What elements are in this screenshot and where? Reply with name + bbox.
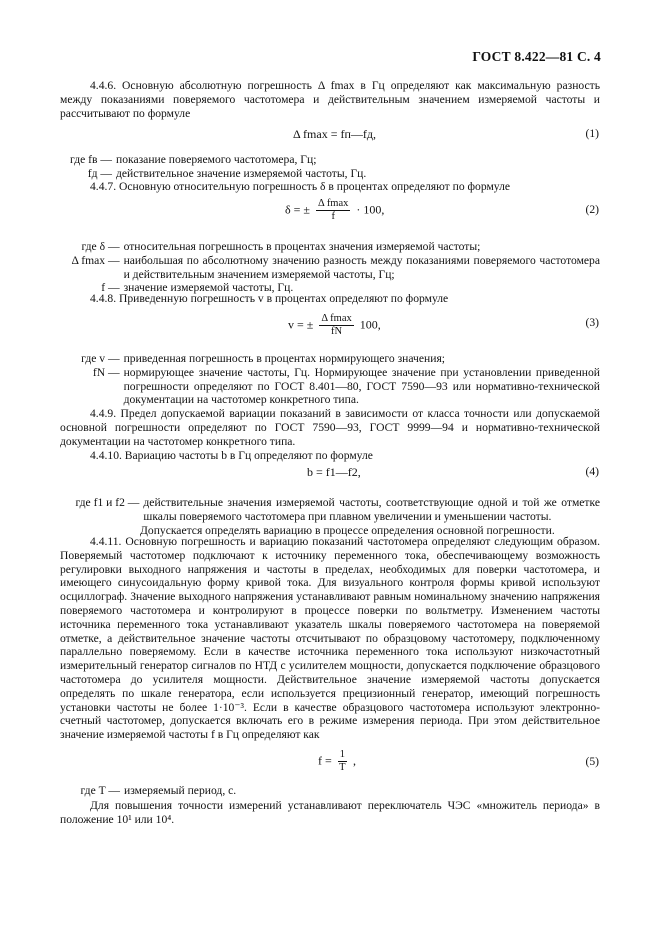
- formula-4-number: (4): [585, 465, 599, 478]
- formula-3-numerator: Δ fmax: [321, 313, 352, 324]
- paragraph-4-4-9: 4.4.9. Предел допускаемой вариации показаний в зависимости от класса точности или допускаемой основной погрешности определяют по ГОСТ 7590—93, ГОСТ 9999—94 и нормативно-технической документации на частотомер конкретного типа.: [60, 407, 600, 448]
- definitions-2: [60, 240, 600, 295]
- definitions-1: [60, 153, 600, 181]
- def-symbol: где δ —: [81, 240, 120, 253]
- formula-3-number: (3): [585, 316, 599, 329]
- def-symbol: f —: [101, 281, 120, 295]
- def-text: значение измеряемой частоты, Гц.: [123, 281, 294, 295]
- paragraph-final: Для повышения точности измерений устанавливают переключатель ЧЭС «множитель периода» в положение 10¹ или 10⁴.: [60, 799, 600, 826]
- paragraph-4-4-10: 4.4.10. Вариацию частоты b в Гц определяют по формуле: [90, 449, 373, 462]
- formula-5-left: f =: [318, 753, 332, 768]
- def-symbol: fд —: [87, 166, 112, 180]
- formula-2-denominator: f: [331, 211, 335, 222]
- def-symbol: где f1 и f2 —: [75, 496, 140, 509]
- paragraph-4-4-6: 4.4.6. Основную абсолютную погрешность Δ fmax в Гц определяют как максимальную разность между показаниями поверяемого частотомера и действительным значением измеряемой частоты и рассчитывают по формуле: [60, 79, 600, 120]
- formula-5-number: (5): [585, 755, 599, 768]
- def-text: относительная погрешность в процентах значения измеряемой частоты;: [123, 240, 481, 253]
- formula-5-right: ,: [353, 753, 357, 768]
- def-text: измеряемый период, с.: [124, 784, 237, 797]
- paragraph-4-4-7: 4.4.7. Основную относительную погрешность δ в процентах определяют по формуле: [90, 180, 511, 193]
- def-symbol: где T —: [80, 784, 120, 797]
- definitions-3: [60, 352, 600, 407]
- formula-5-fraction: [338, 749, 347, 774]
- paragraph-4-4-8: 4.4.8. Приведенную погрешность v в процентах определяют по формуле: [90, 292, 449, 305]
- formula-2: [285, 198, 384, 223]
- formula-2-left: δ = ±: [285, 202, 311, 217]
- formula-5-denominator: T: [339, 762, 346, 773]
- def-text: приведенная погрешность в процентах нормирующего значения;: [123, 352, 445, 365]
- formula-2-numerator: Δ fmax: [318, 198, 349, 209]
- definitions-4: [60, 496, 600, 537]
- formula-3-fraction: [319, 313, 353, 338]
- formula-2-right: · 100,: [356, 202, 385, 217]
- def-text: нормирующее значение частоты, Гц. Нормирующее значение при установлении приведенной погрешности определяют по ГОСТ 8.401—80, ГОСТ 7590—93 или нормативно-технической документации на частотомер конкретного типа.: [123, 365, 600, 407]
- definitions-5: [60, 784, 600, 798]
- formula-1-number: (1): [585, 127, 599, 140]
- formula-3: [288, 313, 381, 338]
- formula-2-number: (2): [585, 203, 599, 216]
- def-symbol: где fв —: [70, 153, 112, 166]
- def-text: действительное значение измеряемой частоты, Гц.: [116, 166, 367, 180]
- def-text: действительные значения измеряемой частоты, соответствующие одной и той же отметке шкалы поверяемого частотомера при плавном увеличении и уменьшении частоты.: [143, 496, 600, 523]
- formula-1: Δ fmax = fп—fд,: [293, 127, 376, 141]
- formula-3-denominator: fN: [331, 326, 343, 337]
- formula-3-right: 100,: [359, 317, 381, 332]
- def-text: показание поверяемого частотомера, Гц;: [116, 153, 317, 166]
- def-symbol: Δ fmax —: [71, 253, 120, 267]
- paragraph-4-4-11: 4.4.11. Основную погрешность и вариацию показаний частотомера определяют следующим образом. Поверяемый частотомер подключают к источнику переменного тока, обеспечивающему возможность регулировки выходного напряжения и частоты в пределах, необходимых для поверки частотомера, и имеющего синусоидальную форму кривой тока. Для визуального контроля формы кривой используют осциллограф. Значение выходного напряжения устанавливают равным номинальному значению напряжения поверяемого частотомера и контролируют в процессе поверки по вольтметру. Изменением частоты источника переменного тока устанавливают указатель шкалы поверяемого частотомера на поверяемой отметке, а действительное значение частоты отсчитывают по образцовому частотомеру, подключенному параллельно поверяемому. Если в качестве источника переменного тока используют низкочастотный измерительный генератор сигналов по НТД с усилителем мощности, допускается подключение образцового частотомера до усилителя мощности. Действительное значение измеряемой частоты допускается определять по шкале генератора, если используется прецизионный генератор, имеющий погрешность установки частоты не более 1·10⁻³. Если в качестве образцового частотомера используют электронно-счетный частотомер, допускается включать его в режиме измерения периода. При этом действительное значение измеряемой частоты f в Гц определяют как: [60, 535, 600, 742]
- def-symbol: где v —: [81, 352, 120, 365]
- formula-5-numerator: 1: [339, 749, 346, 760]
- page-header: ГОСТ 8.422—81 С. 4: [472, 49, 601, 64]
- formula-3-left: v = ±: [288, 317, 314, 332]
- formula-5: [318, 749, 356, 774]
- formula-4: b = f1—f2,: [307, 465, 361, 479]
- def-text: наибольшая по абсолютному значению разность между показаниями поверяемого частотомера и действительным значением измеряемой частоты, Гц;: [123, 253, 600, 281]
- formula-2-fraction: [316, 198, 350, 223]
- def-symbol: fN —: [92, 365, 120, 379]
- def-extra: Допускается определять вариацию в процессе определения основной погрешности.: [140, 523, 555, 537]
